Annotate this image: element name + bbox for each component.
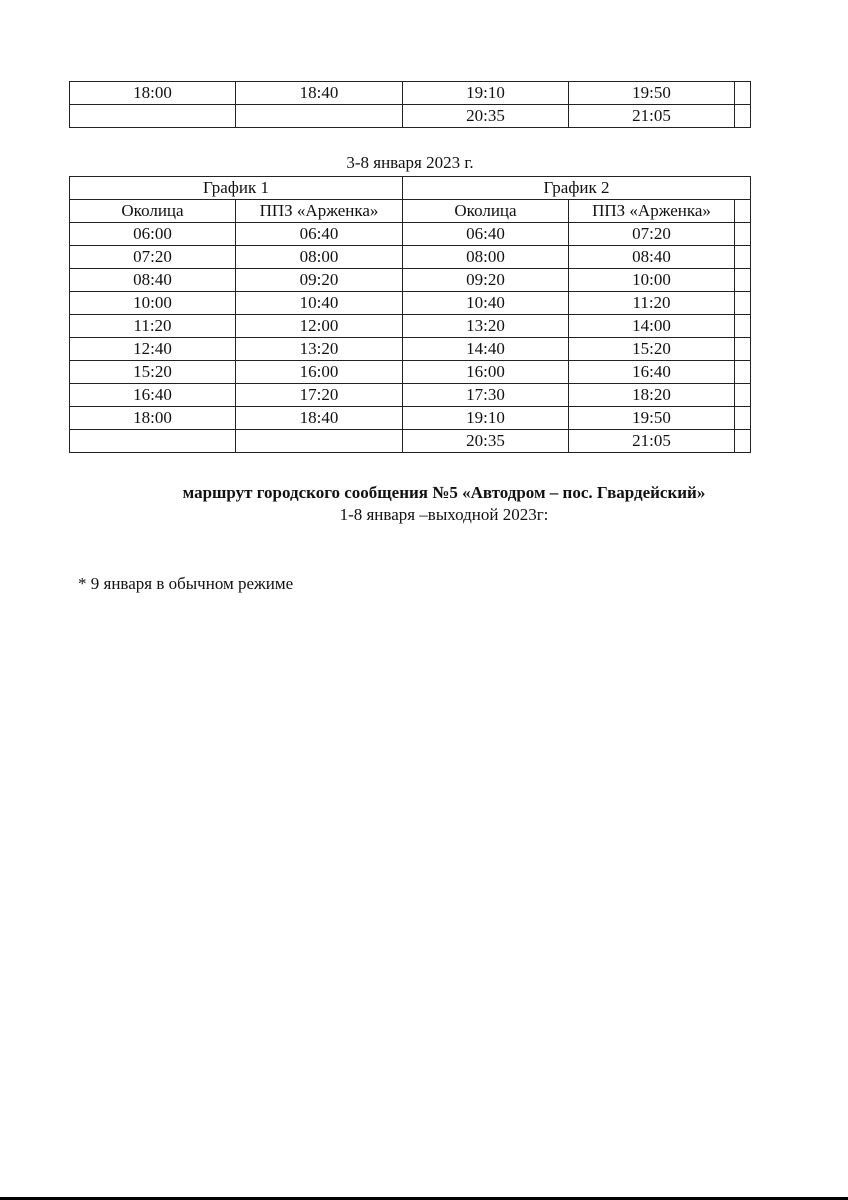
time-cell: 16:00 — [403, 361, 569, 384]
time-cell: 08:40 — [569, 246, 735, 269]
time-cell: 07:20 — [569, 223, 735, 246]
time-cell: 06:40 — [403, 223, 569, 246]
time-cell: 18:20 — [569, 384, 735, 407]
group1-header: График 1 — [70, 177, 403, 200]
time-cell: 08:00 — [403, 246, 569, 269]
table-row — [70, 361, 751, 384]
empty-cell — [735, 269, 751, 292]
time-cell: 15:20 — [70, 361, 236, 384]
time-cell: 09:20 — [236, 269, 403, 292]
time-cell — [236, 430, 403, 453]
empty-cell — [735, 384, 751, 407]
time-cell: 20:35 — [403, 430, 569, 453]
table-row — [70, 105, 751, 128]
time-cell — [236, 105, 403, 128]
top-table-body — [70, 82, 751, 128]
table-row — [70, 223, 751, 246]
time-cell: 09:20 — [403, 269, 569, 292]
time-cell: 14:40 — [403, 338, 569, 361]
empty-cell — [735, 315, 751, 338]
main-schedule-table — [69, 176, 751, 453]
empty-cell — [735, 361, 751, 384]
time-cell: 06:00 — [70, 223, 236, 246]
empty-cell — [735, 200, 751, 223]
group-header-row — [70, 177, 751, 200]
section-date-heading: 3-8 января 2023 г. — [346, 153, 474, 172]
time-cell — [70, 105, 236, 128]
route-note: 1-8 января –выходной 2023г: — [339, 505, 549, 524]
table-row — [70, 338, 751, 361]
time-cell: 11:20 — [569, 292, 735, 315]
time-cell — [70, 430, 236, 453]
time-cell: 19:50 — [569, 82, 735, 105]
empty-cell — [735, 338, 751, 361]
time-cell: 15:20 — [569, 338, 735, 361]
table-row — [70, 430, 751, 453]
time-cell: 08:00 — [236, 246, 403, 269]
empty-cell — [735, 223, 751, 246]
time-cell: 07:20 — [70, 246, 236, 269]
col-header-1: Околица — [70, 200, 236, 223]
time-cell: 06:40 — [236, 223, 403, 246]
time-cell: 19:50 — [569, 407, 735, 430]
time-cell: 19:10 — [403, 82, 569, 105]
time-cell: 12:00 — [236, 315, 403, 338]
table-row — [70, 246, 751, 269]
empty-cell — [735, 430, 751, 453]
empty-cell — [735, 105, 751, 128]
group2-header: График 2 — [403, 177, 751, 200]
time-cell: 10:00 — [569, 269, 735, 292]
col-header-3: Околица — [403, 200, 569, 223]
table-row — [70, 269, 751, 292]
time-cell: 16:40 — [70, 384, 236, 407]
table-row — [70, 292, 751, 315]
time-cell: 11:20 — [70, 315, 236, 338]
table-row — [70, 407, 751, 430]
main-table-body — [70, 177, 751, 453]
time-cell: 19:10 — [403, 407, 569, 430]
time-cell: 12:40 — [70, 338, 236, 361]
time-cell: 18:40 — [236, 82, 403, 105]
column-header-row — [70, 200, 751, 223]
empty-cell — [735, 292, 751, 315]
table-row — [70, 384, 751, 407]
col-header-4: ППЗ «Арженка» — [569, 200, 735, 223]
time-cell: 18:40 — [236, 407, 403, 430]
time-cell: 21:05 — [569, 105, 735, 128]
time-cell: 16:00 — [236, 361, 403, 384]
time-cell: 20:35 — [403, 105, 569, 128]
time-cell: 17:20 — [236, 384, 403, 407]
time-cell: 16:40 — [569, 361, 735, 384]
route-title: маршрут городского сообщения №5 «Автодром – пос. Гвардейский» — [182, 483, 706, 502]
table-row — [70, 82, 751, 105]
time-cell: 10:40 — [403, 292, 569, 315]
time-cell: 13:20 — [403, 315, 569, 338]
time-cell: 10:40 — [236, 292, 403, 315]
time-cell: 13:20 — [236, 338, 403, 361]
footnote: * 9 января в обычном режиме — [78, 574, 294, 593]
empty-cell — [735, 407, 751, 430]
col-header-2: ППЗ «Арженка» — [236, 200, 403, 223]
time-cell: 21:05 — [569, 430, 735, 453]
time-cell: 17:30 — [403, 384, 569, 407]
empty-cell — [735, 82, 751, 105]
empty-cell — [735, 246, 751, 269]
time-cell: 14:00 — [569, 315, 735, 338]
table-row — [70, 315, 751, 338]
time-cell: 10:00 — [70, 292, 236, 315]
time-cell: 18:00 — [70, 407, 236, 430]
time-cell: 08:40 — [70, 269, 236, 292]
time-cell: 18:00 — [70, 82, 236, 105]
top-schedule-table — [69, 81, 751, 128]
